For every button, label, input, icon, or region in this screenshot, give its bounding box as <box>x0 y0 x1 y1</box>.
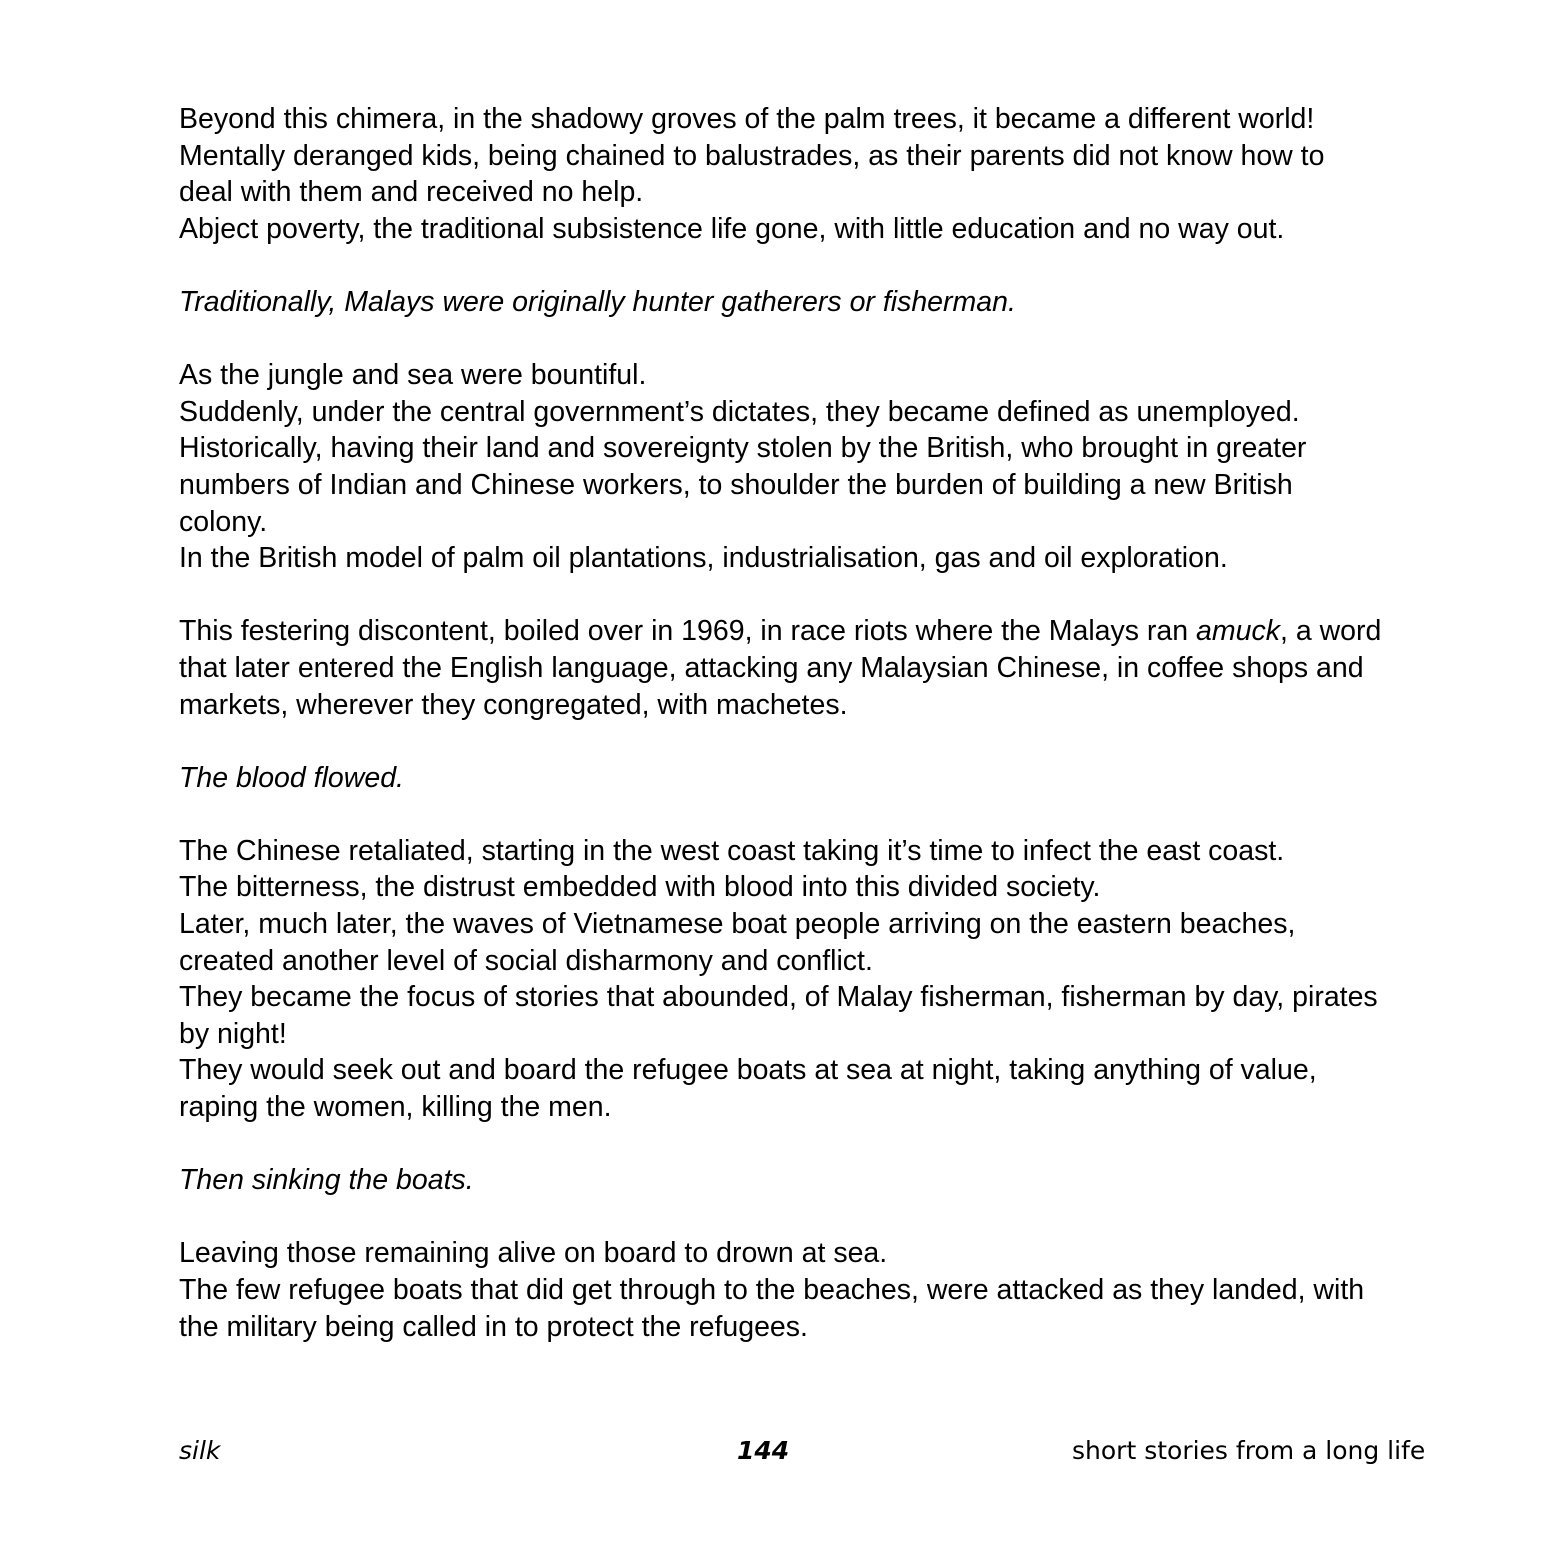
paragraph: The bitterness, the distrust embedded with blood into this divided society. <box>179 871 1101 904</box>
body-text <box>179 101 1384 1345</box>
paragraph: Leaving those remaining alive on board to drown at sea. <box>179 1237 888 1270</box>
paragraph-gap <box>179 577 1384 614</box>
paragraph-gap <box>179 723 1384 760</box>
footer-page-number: 144 <box>737 1436 790 1465</box>
paragraph-gap <box>179 321 1384 358</box>
footer-book-title: silk <box>179 1436 221 1465</box>
paragraph-gap <box>179 247 1384 284</box>
paragraph: Suddenly, under the central government’s dictates, they became defined as unemployed. <box>179 395 1300 428</box>
paragraph: The Chinese retaliated, starting in the west coast taking it’s time to infect the east coast. <box>179 834 1285 867</box>
footer-series-title: short stories from a long life <box>1072 1436 1426 1465</box>
paragraph: Mentally deranged kids, being chained to balustrades, as their parents did not know how to deal with them and received no help. <box>179 139 1325 209</box>
paragraph: Historically, having their land and sovereignty stolen by the British, who brought in greater numbers of Indian and Chinese workers, to shoulder the burden of building a new British colony. <box>179 432 1307 538</box>
paragraph-gap <box>179 1199 1384 1236</box>
paragraph: As the jungle and sea were bountiful. <box>179 359 647 392</box>
paragraph-gap <box>179 796 1384 833</box>
paragraph: They became the focus of stories that abounded, of Malay fisherman, fisherman by day, pirates by night! <box>179 981 1378 1050</box>
paragraph: They would seek out and board the refugee boats at sea at night, taking anything of value, raping the women, killing the men. <box>179 1054 1317 1124</box>
paragraph <box>179 613 1384 723</box>
paragraph: Beyond this chimera, in the shadowy groves of the palm trees, it became a different world! <box>179 103 1315 135</box>
paragraph: Later, much later, the waves of Vietnamese boat people arriving on the eastern beaches, created another level of social disharmony and conflict. <box>179 908 1296 977</box>
italic-paragraph: Traditionally, Malays were originally hunter gatherers or fisherman. <box>179 285 1016 318</box>
italic-word: amuck <box>1196 615 1280 648</box>
italic-paragraph: The blood flowed. <box>179 761 404 794</box>
italic-paragraph: Then sinking the boats. <box>179 1164 474 1197</box>
paragraph: The few refugee boats that did get through to the beaches, were attacked as they landed, with the military being called in to protect the refugees. <box>179 1274 1365 1343</box>
text-run: , a word that later entered the English language, attacking any Malaysian Chinese, in coffee shops and markets, wherever they congregated, with machetes. <box>179 615 1382 721</box>
paragraph-gap <box>179 1126 1384 1163</box>
paragraph: In the British model of palm oil plantations, industrialisation, gas and oil exploration. <box>179 542 1228 575</box>
text-run: This festering discontent, boiled over in 1969, in race riots where the Malays ran <box>179 615 1197 648</box>
paragraph: Abject poverty, the traditional subsistence life gone, with little education and no way out. <box>179 212 1285 245</box>
